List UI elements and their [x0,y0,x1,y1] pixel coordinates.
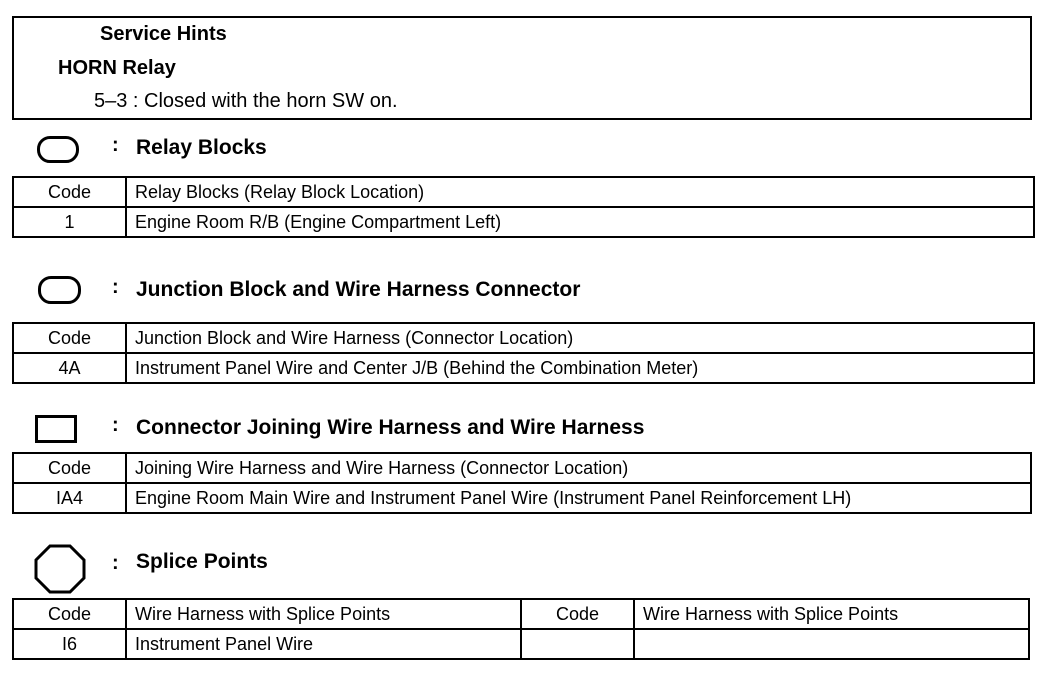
wire-harness-cell: Instrument Panel Wire [126,629,521,659]
table-row [13,483,1031,513]
connector-joining-colon: : [112,414,119,436]
connector-joining-table [12,452,1032,514]
code-cell: 4A [13,353,126,383]
location-cell: Engine Room Main Wire and Instrument Panel Wire (Instrument Panel Reinforcement LH) [126,483,1031,513]
location-cell: Engine Room R/B (Engine Compartment Left) [126,207,1034,237]
junction-block-table [12,322,1035,384]
octagon-icon [34,544,86,594]
code-header: Code [521,599,634,629]
table-row [13,353,1034,383]
service-hints-subtitle: HORN Relay [58,57,176,79]
code-cell: IA4 [13,483,126,513]
location-header: Junction Block and Wire Harness (Connector Location) [126,323,1034,353]
code-cell: 1 [13,207,126,237]
splice-points-colon: : [112,552,119,574]
table-row [13,629,1029,659]
code-header: Code [13,453,126,483]
connector-joining-title: Connector Joining Wire Harness and Wire Harness [136,416,645,439]
code-header: Code [13,599,126,629]
relay-blocks-table [12,176,1035,238]
splice-points-table [12,598,1030,660]
rounded-rect-icon [37,136,79,163]
service-hints-box [12,16,1032,120]
location-header: Joining Wire Harness and Wire Harness (Connector Location) [126,453,1031,483]
code-header: Code [13,177,126,207]
rectangle-icon [35,415,77,443]
service-hints-title: Service Hints [86,22,241,46]
wire-harness-header: Wire Harness with Splice Points [634,599,1029,629]
junction-block-header [0,274,1056,308]
wire-harness-cell [634,629,1029,659]
code-header: Code [13,323,126,353]
table-header-row [13,453,1031,483]
splice-points-title: Splice Points [136,550,268,573]
splice-points-header [0,544,1056,578]
service-hints-line: 5–3 : Closed with the horn SW on. [94,90,398,112]
junction-block-title: Junction Block and Wire Harness Connector [136,278,581,301]
relay-blocks-title: Relay Blocks [136,136,267,159]
table-header-row [13,599,1029,629]
code-cell [521,629,634,659]
junction-block-colon: : [112,276,119,298]
rounded-rect-icon [38,276,81,304]
relay-blocks-header [0,132,1056,166]
table-header-row [13,177,1034,207]
code-cell: I6 [13,629,126,659]
relay-blocks-colon: : [112,134,119,156]
table-header-row [13,323,1034,353]
wire-harness-header: Wire Harness with Splice Points [126,599,521,629]
location-header: Relay Blocks (Relay Block Location) [126,177,1034,207]
table-row [13,207,1034,237]
location-cell: Instrument Panel Wire and Center J/B (Behind the Combination Meter) [126,353,1034,383]
connector-joining-header [0,412,1056,446]
